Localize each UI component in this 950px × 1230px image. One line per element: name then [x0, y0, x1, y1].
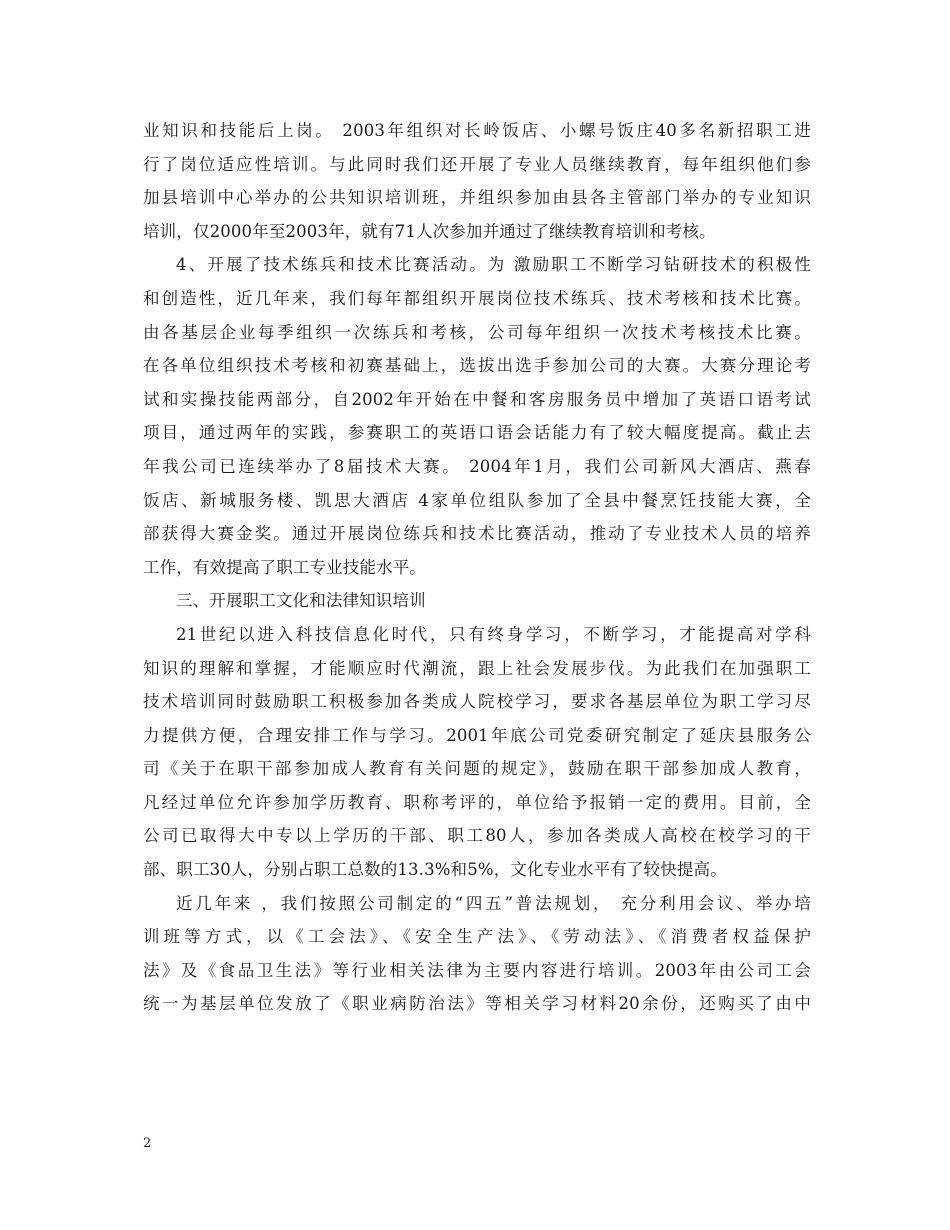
page-number: 2 — [143, 1136, 152, 1151]
text-line: 试和实操技能两部分，自2002年开始在中餐和客房服务员中增加了英语口语考试 — [143, 389, 811, 409]
text-line: 21世纪以进入科技信息化时代，只有终身学习，不断学习，才能提高对学科 — [176, 624, 811, 644]
text-line: 培训，仅2000年至2003年，就有71人次参加并通过了继续教育培训和考核。 — [143, 221, 716, 241]
text-line: 加县培训中心举办的公共知识培训班，并组织参加由县各主管部门举办的专业知识 — [143, 188, 811, 208]
text-line: 项目，通过两年的实践，参赛职工的英语口语会话能力有了较大幅度提高。截止去 — [143, 423, 811, 443]
body-text — [143, 114, 811, 1021]
section-heading: 三、开展职工文化和法律知识培训 — [176, 591, 426, 611]
text-line: 4、开展了技术练兵和技术比赛活动。为 激励职工不断学习钻研技术的积极性 — [176, 255, 811, 275]
text-line: 知识的理解和掌握，才能顺应时代潮流，跟上社会发展步伐。为此我们在加强职工 — [143, 658, 811, 678]
text-line: 饭店、新城服务楼、凯思大酒店 4家单位组队参加了全县中餐烹饪技能大赛，全 — [143, 490, 811, 510]
text-line: 技术培训同时鼓励职工积极参加各类成人院校学习，要求各基层单位为职工学习尽 — [143, 692, 811, 712]
text-line: 近几年来 ，我们按照公司制定的“四五”普法规划， 充分利用会议、举办培 — [176, 893, 811, 913]
text-line: 法》及《食品卫生法》等行业相关法律为主要内容进行培训。2003年由公司工会 — [143, 960, 811, 980]
text-line: 训班等方式，以《工会法》、《安全生产法》、《劳动法》、《消费者权益保护 — [143, 927, 811, 947]
text-line: 力提供方便，合理安排工作与学习。2001年底公司党委研究制定了延庆县服务公 — [143, 725, 811, 745]
text-line: 和创造性，近几年来，我们每年都组织开展岗位技术练兵、技术考核和技术比赛。 — [143, 288, 811, 308]
text-line: 司《关于在职干部参加成人教育有关问题的规定》，鼓励在职干部参加成人教育， — [143, 759, 811, 779]
text-line: 凡经过单位允许参加学历教育、职称考评的，单位给予报销一定的费用。目前，全 — [143, 792, 811, 812]
text-line: 在各单位组织技术考核和初赛基础上，选拔出选手参加公司的大赛。大赛分理论考 — [143, 356, 811, 376]
text-line: 部、职工30人，分别占职工总数的13.3%和5%，文化专业水平有了较快提高。 — [143, 860, 727, 880]
text-line: 业知识和技能后上岗。 2003年组织对长岭饭店、小螺号饭庄40多名新招职工进 — [143, 121, 811, 140]
text-line: 部获得大赛金奖。通过开展岗位练兵和技术比赛活动，推动了专业技术人员的培养 — [143, 524, 811, 544]
text-line: 由各基层企业每季组织一次练兵和考核，公司每年组织一次技术考核技术比赛。 — [143, 322, 811, 342]
text-line: 工作，有效提高了职工专业技能水平。 — [143, 557, 427, 577]
text-line: 统一为基层单位发放了《职业病防治法》等相关学习材料20余份，还购买了由中 — [143, 994, 811, 1014]
text-line: 行了岗位适应性培训。与此同时我们还开展了专业人员继续教育，每年组织他们参 — [143, 154, 811, 174]
text-line: 年我公司已连续举办了8届技术大赛。 2004年1月，我们公司新风大酒店、燕春 — [143, 456, 811, 476]
text-line: 公司已取得大中专以上学历的干部、职工80人，参加各类成人高校在校学习的干 — [143, 826, 811, 846]
